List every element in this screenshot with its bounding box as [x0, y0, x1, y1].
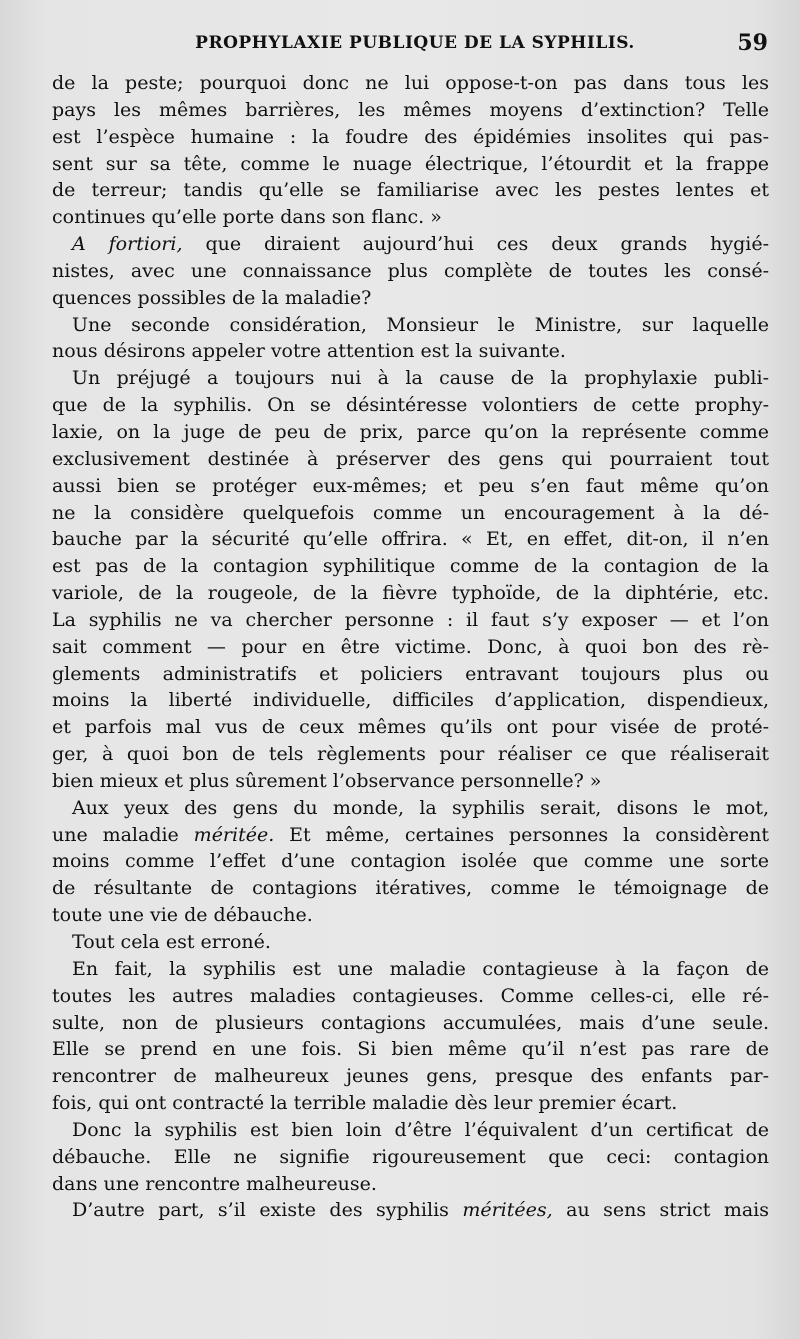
text-line: nistes, avec une connaissance plus complète de toutes les consé- [52, 259, 769, 282]
text-line: quences possibles de la maladie? [52, 286, 372, 309]
text-line: Elle se prend en une fois. Si bien même qu’il n’est pas rare de [52, 1038, 769, 1061]
text-line: Aux yeux des gens du monde, la syphilis serait, disons le mot, [72, 796, 769, 819]
italic-word: méritée. [193, 823, 275, 846]
text-line: En fait, la syphilis est une maladie contagieuse à la façon de [72, 957, 769, 980]
italic-phrase: A fortiori, [72, 233, 183, 256]
text-line: laxie, on la juge de peu de prix, parce qu’on la représente comme [52, 420, 769, 443]
text-line: ne la considère quelquefois comme un encouragement à la dé- [52, 501, 769, 524]
text-line: fois, qui ont contracté la terrible maladie dès leur premier écart. [52, 1092, 678, 1115]
text-line: toute une vie de débauche. [52, 904, 313, 927]
text-line: D’autre part, s’il existe des syphilis méritées, au sens strict mais [72, 1199, 769, 1222]
text-line: de la peste; pourquoi donc ne lui oppose-t-on pas dans tous les [52, 72, 769, 94]
text-line: aussi bien se protéger eux-mêmes; et peu s’en faut même qu’on [52, 474, 769, 497]
text-line: ger, à quoi bon de tels règlements pour réaliser ce que réaliserait [52, 743, 769, 766]
text-line: variole, de la rougeole, de la fièvre typhoïde, de la diphtérie, etc. [52, 582, 769, 605]
text-line: Un préjugé a toujours nui à la cause de la prophylaxie publi- [72, 367, 769, 390]
text-line: toutes les autres maladies contagieuses. Comme celles-ci, elle ré- [52, 984, 769, 1007]
text-line: moins comme l’effet d’une contagion isolée que comme une sorte [52, 850, 769, 873]
text-line: Donc la syphilis est bien loin d’être l’équivalent d’un certificat de [72, 1118, 769, 1141]
text-line: de résultante de contagions itératives, comme le témoignage de [52, 877, 769, 900]
text-line: dans une rencontre malheureuse. [52, 1172, 377, 1195]
text-line: de terreur; tandis qu’elle se familiarise avec les pestes lentes et [52, 179, 769, 202]
body-text [52, 70, 769, 1224]
text-line: que de la syphilis. On se désintéresse volontiers de cette prophy- [52, 394, 769, 417]
text-line: A fortiori, que diraient aujourd’hui ces deux grands hygié- [72, 233, 769, 256]
text-line: est l’espèce humaine : la foudre des épidémies insolites qui pas- [52, 125, 769, 148]
text-line: nous désirons appeler votre attention est la suivante. [52, 340, 566, 363]
running-head: PROPHYLAXIE PUBLIQUE DE LA SYPHILIS. [195, 33, 635, 53]
text-line: et parfois mal vus de ceux mêmes qu’ils ont pour visée de proté- [52, 716, 769, 739]
text-line: Une seconde considération, Monsieur le Ministre, sur laquelle [72, 313, 769, 336]
text-line: une maladie méritée. Et même, certaines personnes la considèrent [52, 823, 770, 846]
text-line: sent sur sa tête, comme le nuage électrique, l’étourdit et la frappe [52, 152, 769, 175]
text-line: exclusivement destinée à préserver des gens qui pourraient tout [52, 447, 769, 470]
text-line: bien mieux et plus sûrement l’observance personnelle? » [52, 769, 602, 792]
text-line: rencontrer de malheureux jeunes gens, presque des enfants par- [52, 1065, 769, 1088]
text-line: sulte, non de plusieurs contagions accumulées, mais d’une seule. [52, 1011, 769, 1034]
text-line: moins la liberté individuelle, difficiles d’application, dispendieux, [52, 689, 769, 712]
text-line: est pas de la contagion syphilitique comme de la contagion de la [52, 555, 769, 578]
text-line: La syphilis ne va chercher personne : il faut s’y exposer — et l’on [52, 608, 769, 631]
text-line: débauche. Elle ne signifie rigoureusement que ceci: contagion [52, 1145, 769, 1168]
text-line: sait comment — pour en être victime. Donc, à quoi bon des rè- [52, 635, 769, 658]
text-line: Tout cela est erroné. [72, 931, 271, 953]
text-line: bauche par la sécurité qu’elle offrira. « Et, en effet, dit-on, il n’en [52, 528, 769, 551]
text-line: pays les mêmes barrières, les mêmes moyens d’extinction? Telle [52, 98, 769, 121]
italic-word: méritées, [462, 1199, 553, 1222]
text-line: continues qu’elle porte dans son flanc. » [52, 206, 442, 229]
page-number: 59 [737, 30, 768, 56]
text-line: glements administratifs et policiers entravant toujours plus ou [52, 662, 769, 685]
